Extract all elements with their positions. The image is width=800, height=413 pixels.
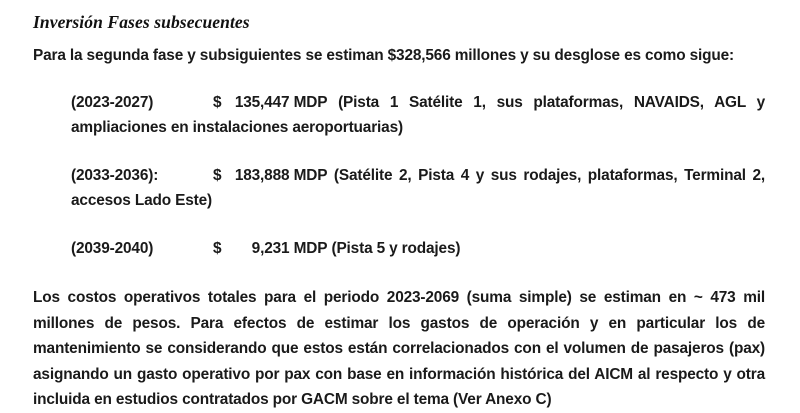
phase-description: (Pista 5 y rodajes) [331, 239, 461, 257]
currency-symbol: $ [213, 166, 222, 184]
phase-amount [213, 236, 327, 262]
phase-list-item [33, 141, 765, 214]
currency-symbol: $ [213, 239, 222, 257]
phase-amount-value: 9,231 [251, 239, 290, 257]
phase-period-label: (2039-2040) [71, 239, 154, 257]
phase-amount-unit: MDP [293, 239, 328, 257]
currency-symbol: $ [213, 93, 222, 111]
investment-phase-list [33, 69, 765, 262]
phase-period-label: (2023-2027) [71, 93, 154, 111]
phase-description: (Satélite 2, Pista 4 y sus rodajes, plataformas, Terminal 2, accesos Lado Este) [71, 166, 765, 209]
phase-amount-unit: MDP [293, 166, 328, 184]
phase-list-item [33, 69, 765, 141]
phase-description: (Pista 1 Satélite 1, sus plataformas, NAVAIDS, AGL y ampliaciones en instalaciones aeroportuarias) [71, 93, 765, 136]
intro-paragraph: Para la segunda fase y subsiguientes se estiman $328,566 millones y su desglose es como sigue: [33, 47, 735, 64]
phase-amount-value: 135,447 [234, 93, 290, 111]
closing-paragraph: Los costos operativos totales para el periodo 2023-2069 (suma simple) se estiman en ~ 473 mil millones de pesos. Para efectos de estimar los gastos de operación y en particular los de mantenimiento se considerando que estos están correlacionados con el volumen de pasajeros (pax) asignando un gasto operativo por pax con base en información histórica del AICM al respecto y otra incluida en estudios contratados por GACM sobre el tema (Ver Anexo C) [33, 289, 765, 408]
phase-list-item [33, 214, 765, 262]
phase-amount [213, 90, 327, 116]
phase-amount-unit: MDP [293, 93, 328, 111]
phase-amount [213, 163, 327, 189]
phase-period-label: (2033-2036): [71, 166, 159, 184]
phase-amount-value: 183,888 [234, 166, 290, 184]
section-heading: Inversión Fases subsecuentes [33, 12, 250, 32]
